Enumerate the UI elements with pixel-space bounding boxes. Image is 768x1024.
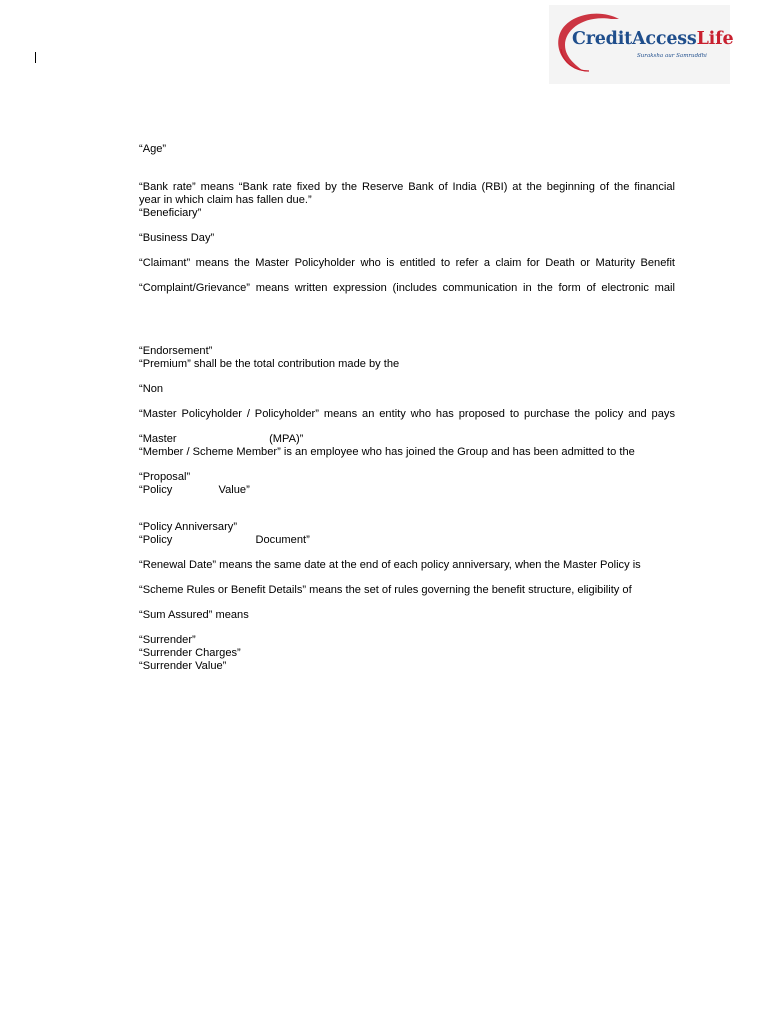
definition-claimant: “Claimant” means the Master Policyholder who is entitled to refer a claim for Death or Maturity Benefit — [139, 257, 675, 269]
definition-renewal-date: “Renewal Date” means the same date at the end of each policy anniversary, when the Master Policy is — [139, 559, 641, 571]
definition-member: “Member / Scheme Member” is an employee who has joined the Group and has been admitted to the — [139, 446, 635, 458]
definition-proposal: “Proposal” — [139, 471, 191, 483]
definition-non: “Non — [139, 383, 164, 395]
definition-bank-rate-line2: year in which claim has fallen due.” — [139, 194, 312, 206]
definition-surrender: “Surrender” — [139, 634, 196, 646]
definition-age: “Age” — [139, 143, 167, 155]
definition-sum-assured: “Sum Assured” means — [139, 609, 249, 621]
logo-brand-part2: Life — [696, 29, 734, 49]
definition-beneficiary: “Beneficiary” — [139, 207, 202, 219]
definition-surrender-charges: “Surrender Charges” — [139, 647, 241, 659]
text-cursor-mark — [35, 52, 36, 63]
definition-master-mpa: “Master (MPA)” — [139, 433, 304, 445]
definition-premium: “Premium” shall be the total contribution made by the — [139, 358, 400, 370]
logo-brand-part1: CreditAccess — [572, 29, 697, 49]
logo-wordmark — [572, 31, 733, 49]
definition-scheme-rules: “Scheme Rules or Benefit Details” means the set of rules governing the benefit structure, eligibility of — [139, 584, 632, 596]
definition-endorsement: “Endorsement” — [139, 345, 213, 357]
definition-surrender-value: “Surrender Value” — [139, 660, 227, 672]
company-logo — [549, 5, 734, 84]
definition-complaint-grievance: “Complaint/Grievance” means written expression (includes communication in the form of electronic mail — [139, 282, 675, 294]
definition-policy-document: “Policy Document” — [139, 534, 310, 546]
definition-policy-anniversary: “Policy Anniversary” — [139, 521, 238, 533]
definition-business-day: “Business Day” — [139, 232, 215, 244]
definition-policy-value: “Policy Value” — [139, 484, 250, 496]
logo-tagline: Suraksha aur Samruddhi — [637, 53, 707, 59]
definition-master-policyholder: “Master Policyholder / Policyholder” means an entity who has proposed to purchase the policy and pays — [139, 408, 675, 420]
definition-bank-rate-line1: “Bank rate” means “Bank rate fixed by the Reserve Bank of India (RBI) at the beginning of the financial — [139, 181, 675, 193]
